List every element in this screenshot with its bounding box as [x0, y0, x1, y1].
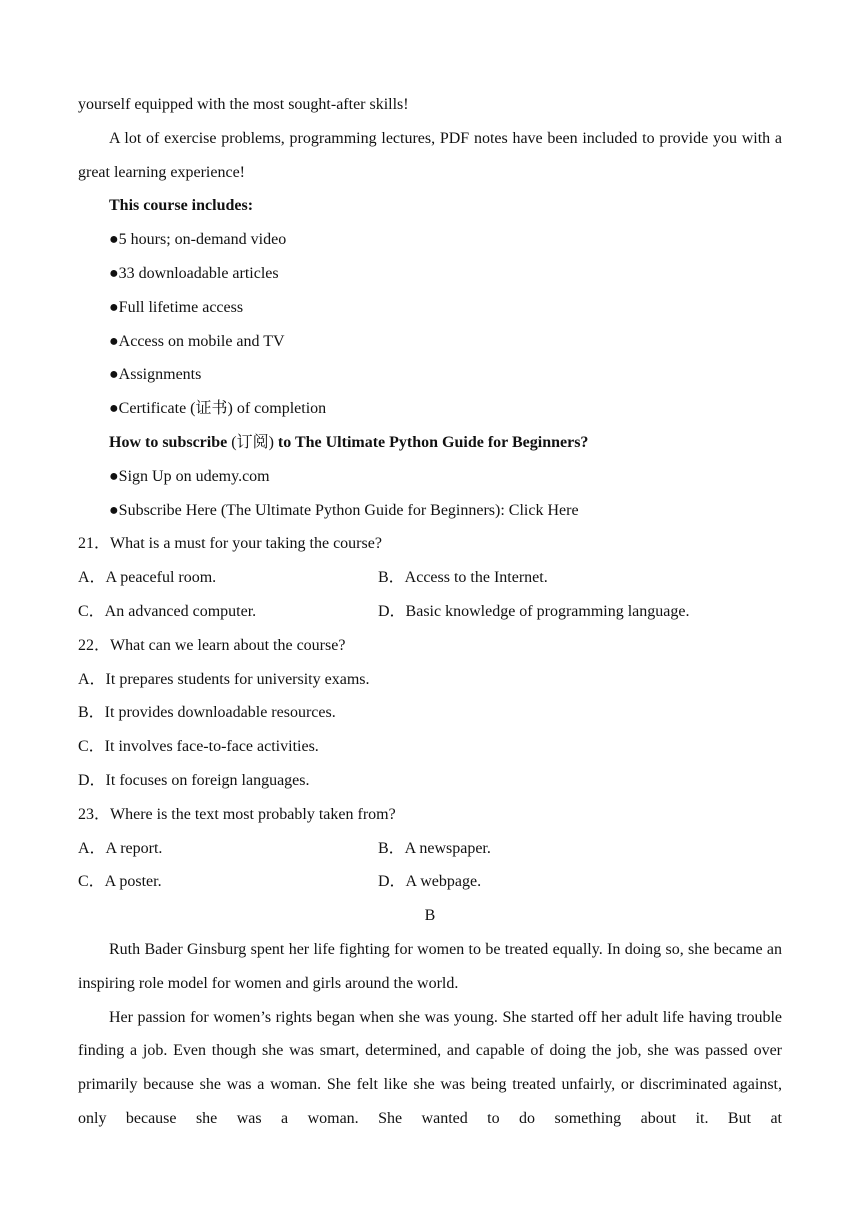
option-a: A．A report.	[78, 839, 163, 857]
option-a: A．A peaceful room.	[78, 569, 217, 587]
includes-item: ●Certificate (证书) of completion	[109, 400, 327, 418]
option-b: B．It provides downloadable resources.	[78, 704, 336, 722]
subscribe-heading-gloss: (订阅)	[231, 433, 278, 451]
passage-paragraph: Ruth Bader Ginsburg spent her life fighting for women to be treated equally. In doing so, she became an inspiring role model for women and girls around the world.	[78, 940, 782, 992]
option-b: B．A newspaper.	[378, 839, 491, 857]
option-row	[78, 595, 782, 629]
option-d: D．It focuses on foreign languages.	[78, 771, 310, 789]
includes-item: ●33 downloadable articles	[109, 264, 279, 282]
question-stem: 23．Where is the text most probably taken from?	[78, 805, 396, 823]
subscribe-heading-part: to The Ultimate Python Guide for Beginners?	[277, 433, 589, 451]
includes-item: ●Access on mobile and TV	[109, 332, 285, 350]
subscribe-heading-part: How to subscribe	[109, 433, 232, 451]
option-c: C．It involves face-to-face activities.	[78, 738, 319, 756]
passage-paragraph: Her passion for women’s rights began when she was young. She started off her adult life having trouble finding a job. Even though she was smart, determined, and capable of doing the job, she was passed over primarily because she was a woman. She felt like she was being treated unfairly, or discriminated against, only because she was a woman. She wanted to do something about it. But at	[78, 1008, 782, 1127]
section-label: B	[424, 907, 436, 925]
intro-paragraph: A lot of exercise problems, programming lectures, PDF notes have been included to provide you with a great learning experience!	[78, 129, 782, 181]
option-c: C．An advanced computer.	[78, 602, 257, 620]
subscribe-item: ●Subscribe Here (The Ultimate Python Guide for Beginners): Click Here	[109, 501, 579, 519]
option-a: A．It prepares students for university exams.	[78, 670, 370, 688]
intro-tail: yourself equipped with the most sought-after skills!	[78, 96, 409, 113]
option-row	[78, 832, 782, 866]
option-c: C．A poster.	[78, 873, 162, 891]
question-stem: 22．What can we learn about the course?	[78, 636, 346, 654]
subscribe-item: ●Sign Up on udemy.com	[109, 467, 270, 485]
document-content	[78, 88, 782, 1136]
option-d: D．Basic knowledge of programming language.	[378, 602, 690, 620]
option-b: B．Access to the Internet.	[378, 569, 548, 587]
includes-heading: This course includes:	[109, 197, 254, 215]
includes-item: ●Full lifetime access	[109, 298, 244, 316]
includes-item: ●Assignments	[109, 366, 202, 384]
subscribe-heading	[78, 426, 782, 460]
question-stem: 21．What is a must for your taking the course?	[78, 535, 382, 553]
option-row	[78, 865, 782, 899]
option-d: D．A webpage.	[378, 873, 482, 891]
includes-item: ●5 hours; on-demand video	[109, 231, 287, 249]
option-row	[78, 561, 782, 595]
